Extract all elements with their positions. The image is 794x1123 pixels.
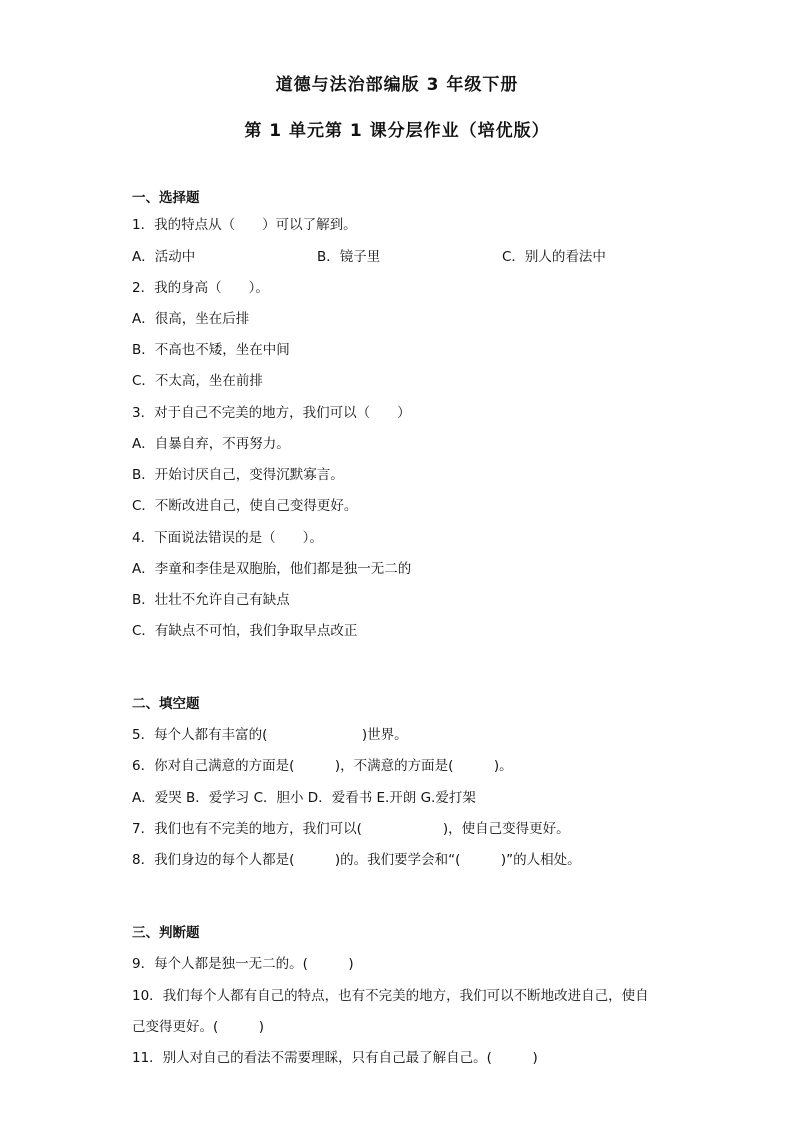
question-5: 5．每个人都有丰富的( )世界。 — [132, 727, 408, 743]
question-1-option-a: A．活动中 — [132, 249, 196, 265]
question-6-options: A．爱哭 B．爱学习 C．胆小 D．爱看书 E.开朗 G.爱打架 — [132, 790, 476, 806]
question-1-stem: 1．我的特点从（ ）可以了解到。 — [132, 217, 357, 233]
question-11: 11．别人对自己的看法不需要理睬，只有自己最了解自己。( ) — [132, 1050, 538, 1066]
section-heading-choice: 一、选择题 — [132, 190, 200, 206]
question-2-option-c: C．不太高，坐在前排 — [132, 373, 263, 389]
question-4-stem: 4．下面说法错误的是（ ）。 — [132, 530, 323, 546]
question-3-stem: 3．对于自己不完美的地方，我们可以（ ） — [132, 405, 411, 421]
question-3-option-b: B．开始讨厌自己，变得沉默寡言。 — [132, 467, 344, 483]
question-3-option-a: A．自暴自弃，不再努力。 — [132, 436, 290, 452]
section-heading-fill: 二、填空题 — [132, 696, 200, 712]
question-4-option-c: C．有缺点不可怕，我们争取早点改正 — [132, 623, 358, 639]
question-8: 8．我们身边的每个人都是( )的。我们要学会和“( )”的人相处。 — [132, 852, 581, 868]
document-title: 道德与法治部编版 3 年级下册 — [275, 75, 519, 95]
question-2-option-a: A．很高，坐在后排 — [132, 311, 250, 327]
question-4-option-a: A．李童和李佳是双胞胎，他们都是独一无二的 — [132, 561, 412, 577]
question-2-option-b: B．不高也不矮，坐在中间 — [132, 342, 290, 358]
question-10-line-2: 己变得更好。( ) — [132, 1019, 265, 1035]
question-1-option-b: B．镜子里 — [317, 249, 381, 265]
question-2-stem: 2．我的身高（ ）。 — [132, 280, 269, 296]
section-heading-judge: 三、判断题 — [132, 925, 200, 941]
question-10-line-1: 10．我们每个人都有自己的特点，也有不完美的地方，我们可以不断地改进自己，使自 — [132, 988, 649, 1004]
document-subtitle: 第 1 单元第 1 课分层作业（培优版） — [244, 121, 550, 141]
question-3-option-c: C．不断改进自己，使自己变得更好。 — [132, 498, 358, 514]
question-1-option-c: C．别人的看法中 — [502, 249, 606, 265]
question-4-option-b: B．壮壮不允许自己有缺点 — [132, 592, 290, 608]
question-6: 6．你对自己满意的方面是( )，不满意的方面是( )。 — [132, 758, 513, 774]
question-9: 9．每个人都是独一无二的。( ) — [132, 956, 354, 972]
question-7: 7．我们也有不完美的地方，我们可以( )，使自己变得更好。 — [132, 821, 570, 837]
